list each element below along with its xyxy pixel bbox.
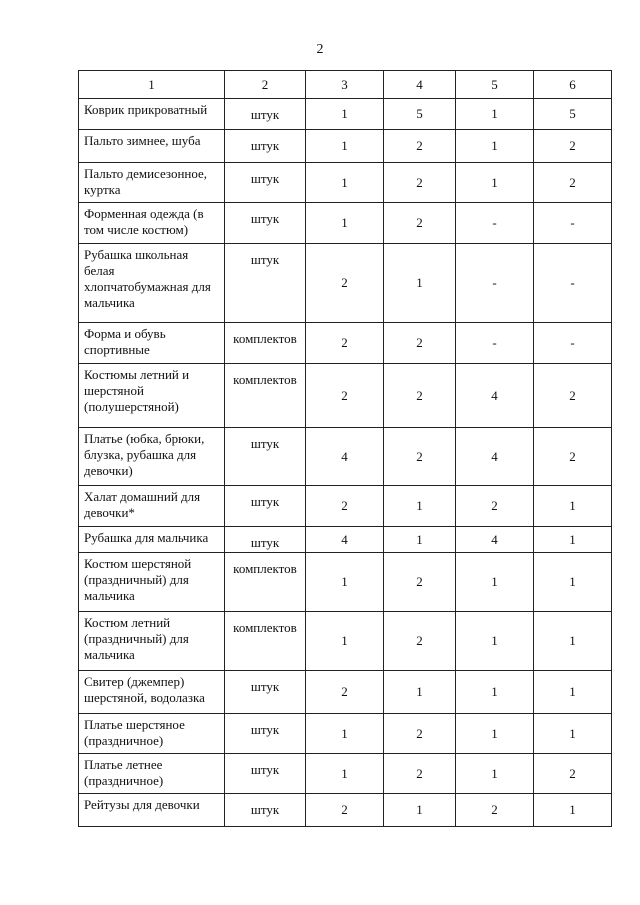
- value-cell-col4: 1: [384, 244, 456, 323]
- item-name-cell: Коврик прикроватный: [79, 99, 225, 130]
- value-cell-col5: 2: [456, 486, 534, 527]
- value-cell-col5: 1: [456, 671, 534, 714]
- table-row: [79, 553, 612, 612]
- item-name-cell: Пальто демисезонное, куртка: [79, 163, 225, 203]
- value-cell-col6: 1: [534, 553, 612, 612]
- value-cell-col6: 1: [534, 671, 612, 714]
- value-cell-col5: 1: [456, 714, 534, 754]
- value-cell-col4: 1: [384, 486, 456, 527]
- value-cell-col5: 1: [456, 553, 534, 612]
- table-row: [79, 163, 612, 203]
- table-row: [79, 364, 612, 428]
- item-name-cell: Рубашка для мальчика: [79, 527, 225, 553]
- value-cell-col5: 1: [456, 99, 534, 130]
- value-cell-col3: 1: [306, 612, 384, 671]
- value-cell-col4: 2: [384, 754, 456, 794]
- value-cell-col6: 1: [534, 612, 612, 671]
- item-name-cell: Костюмы летний и шерстяной (полушерстяной): [79, 364, 225, 428]
- value-cell-col5: 1: [456, 612, 534, 671]
- value-cell-col4: 2: [384, 323, 456, 364]
- value-cell-col3: 1: [306, 714, 384, 754]
- value-cell-col6: 1: [534, 794, 612, 827]
- value-cell-col6: 2: [534, 130, 612, 163]
- table-row: [79, 130, 612, 163]
- item-name-cell: Платье шерстяное (праздничное): [79, 714, 225, 754]
- item-name-cell: Свитер (джемпер) шерстяной, водолазка: [79, 671, 225, 714]
- value-cell-col4: 2: [384, 364, 456, 428]
- unit-cell: штук: [225, 130, 306, 163]
- value-cell-col5: 4: [456, 428, 534, 486]
- unit-cell: штук: [225, 754, 306, 794]
- unit-cell: комплектов: [225, 323, 306, 364]
- value-cell-col6: 5: [534, 99, 612, 130]
- item-name-cell: Костюм летний (праздничный) для мальчика: [79, 612, 225, 671]
- value-cell-col3: 1: [306, 99, 384, 130]
- table-body: [79, 71, 612, 827]
- value-cell-col6: -: [534, 203, 612, 244]
- header-cell: 6: [534, 71, 612, 99]
- value-cell-col4: 2: [384, 714, 456, 754]
- value-cell-col6: -: [534, 244, 612, 323]
- item-name-cell: Пальто зимнее, шуба: [79, 130, 225, 163]
- header-cell: 3: [306, 71, 384, 99]
- table-row: [79, 714, 612, 754]
- value-cell-col6: 2: [534, 163, 612, 203]
- unit-cell: комплектов: [225, 553, 306, 612]
- value-cell-col5: -: [456, 244, 534, 323]
- table-row: [79, 428, 612, 486]
- value-cell-col5: 1: [456, 163, 534, 203]
- value-cell-col3: 1: [306, 203, 384, 244]
- table-row: [79, 99, 612, 130]
- value-cell-col6: -: [534, 323, 612, 364]
- value-cell-col3: 4: [306, 428, 384, 486]
- value-cell-col5: -: [456, 203, 534, 244]
- value-cell-col3: 1: [306, 163, 384, 203]
- unit-cell: штук: [225, 671, 306, 714]
- header-cell: 5: [456, 71, 534, 99]
- value-cell-col3: 4: [306, 527, 384, 553]
- value-cell-col3: 2: [306, 244, 384, 323]
- header-cell: 4: [384, 71, 456, 99]
- value-cell-col5: 4: [456, 527, 534, 553]
- unit-cell: штук: [225, 527, 306, 553]
- item-name-cell: Форменная одежда (в том числе костюм): [79, 203, 225, 244]
- table-header-row: [79, 71, 612, 99]
- unit-cell: штук: [225, 244, 306, 323]
- table-row: [79, 203, 612, 244]
- table-row: [79, 671, 612, 714]
- table-row: [79, 323, 612, 364]
- table-row: [79, 486, 612, 527]
- value-cell-col6: 1: [534, 527, 612, 553]
- item-name-cell: Костюм шерстяной (праздничный) для мальчика: [79, 553, 225, 612]
- value-cell-col3: 1: [306, 130, 384, 163]
- value-cell-col4: 1: [384, 527, 456, 553]
- unit-cell: штук: [225, 99, 306, 130]
- value-cell-col5: 2: [456, 794, 534, 827]
- unit-cell: комплектов: [225, 612, 306, 671]
- table-row: [79, 612, 612, 671]
- unit-cell: комплектов: [225, 364, 306, 428]
- value-cell-col5: -: [456, 323, 534, 364]
- unit-cell: штук: [225, 163, 306, 203]
- unit-cell: штук: [225, 714, 306, 754]
- clothing-norms-table: [78, 70, 612, 827]
- item-name-cell: Халат домашний для девочки*: [79, 486, 225, 527]
- unit-cell: штук: [225, 203, 306, 244]
- value-cell-col4: 2: [384, 203, 456, 244]
- value-cell-col5: 1: [456, 754, 534, 794]
- value-cell-col4: 2: [384, 163, 456, 203]
- value-cell-col3: 2: [306, 794, 384, 827]
- header-cell: 1: [79, 71, 225, 99]
- unit-cell: штук: [225, 428, 306, 486]
- value-cell-col6: 2: [534, 364, 612, 428]
- value-cell-col3: 1: [306, 754, 384, 794]
- value-cell-col4: 2: [384, 553, 456, 612]
- table-row: [79, 527, 612, 553]
- value-cell-col4: 1: [384, 794, 456, 827]
- value-cell-col3: 2: [306, 364, 384, 428]
- item-name-cell: Платье (юбка, брюки, блузка, рубашка для девочки): [79, 428, 225, 486]
- value-cell-col3: 1: [306, 553, 384, 612]
- item-name-cell: Рубашка школьная белая хлопчатобумажная для мальчика: [79, 244, 225, 323]
- value-cell-col6: 1: [534, 714, 612, 754]
- item-name-cell: Платье летнее (праздничное): [79, 754, 225, 794]
- table-row: [79, 794, 612, 827]
- value-cell-col6: 2: [534, 754, 612, 794]
- unit-cell: штук: [225, 794, 306, 827]
- value-cell-col4: 5: [384, 99, 456, 130]
- header-cell: 2: [225, 71, 306, 99]
- value-cell-col4: 2: [384, 612, 456, 671]
- value-cell-col3: 2: [306, 671, 384, 714]
- table-row: [79, 244, 612, 323]
- value-cell-col3: 2: [306, 323, 384, 364]
- page-number: 2: [316, 42, 324, 57]
- unit-cell: штук: [225, 486, 306, 527]
- value-cell-col4: 2: [384, 130, 456, 163]
- value-cell-col5: 1: [456, 130, 534, 163]
- value-cell-col5: 4: [456, 364, 534, 428]
- item-name-cell: Форма и обувь спортивные: [79, 323, 225, 364]
- value-cell-col4: 1: [384, 671, 456, 714]
- value-cell-col6: 2: [534, 428, 612, 486]
- table-row: [79, 754, 612, 794]
- item-name-cell: Рейтузы для девочки: [79, 794, 225, 827]
- value-cell-col6: 1: [534, 486, 612, 527]
- value-cell-col4: 2: [384, 428, 456, 486]
- value-cell-col3: 2: [306, 486, 384, 527]
